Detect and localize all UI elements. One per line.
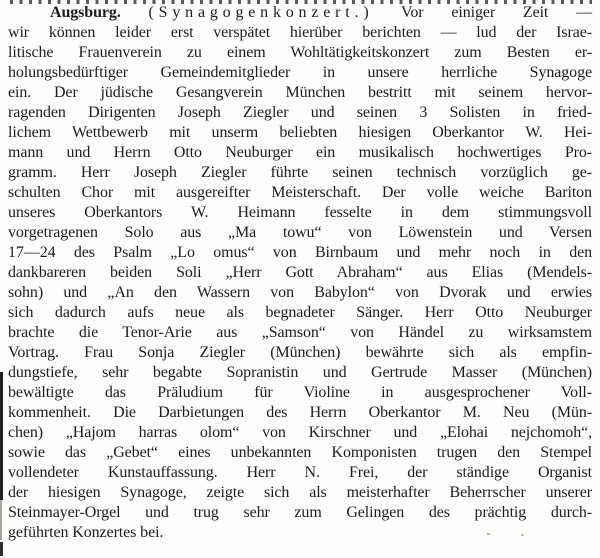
article-line: Vortrag. Frau Sonja Ziegler (München) bewährte sich als empfin-: [8, 344, 592, 361]
article-line: gramm. Herr Joseph Ziegler führte seinen technisch vorzüglich ge-: [8, 164, 592, 181]
article-line: brachte die Tenor-Arie aus „Samson“ von Händel zu wirksamstem: [8, 324, 592, 341]
article-line: [8, 3, 592, 23]
article-line: litische Frauenverein zu einem Wohltätigkeitskonzert zum Besten er-: [8, 44, 592, 61]
article: [8, 3, 592, 543]
article-line: sohn) und „An den Wassern von Babylon“ von Dvorak und erwies: [8, 284, 592, 301]
column-rule-artifact: [0, 500, 2, 540]
column-rule-artifact: [0, 372, 3, 500]
article-line: mann und Herrn Otto Neuburger ein musikalisch hochwertiges Pro-: [8, 144, 592, 161]
article-line: kommenheit. Die Darbietungen des Herrn Oberkantor M. Neu (Mün-: [8, 404, 592, 421]
article-line: dankbareren beiden Soli „Herr Gott Abraham“ aus Elias (Mendels-: [8, 264, 592, 281]
article-line: sowie das „Gebet“ eines unbekannten Komponisten trugen den Stempel: [8, 444, 592, 461]
article-line: sich dadurch aufs neue als begnadeter Sänger. Herr Otto Neuburger: [8, 304, 592, 321]
article-line: wir können leider erst verspätet hierüber berichten — lud der Israe-: [8, 24, 592, 41]
article-line: ein. Der jüdische Gesangverein München bestritt mit seinem hervor-: [8, 84, 592, 101]
article-body: [8, 23, 592, 543]
article-line: der hiesigen Synagoge, zeigte sich als meisterhafter Beherrscher unserer: [8, 484, 592, 501]
article-line: Steinmayer-Orgel und trug sehr zum Gelingen des prächtig durch-: [8, 504, 592, 521]
article-line: holungsbedürftiger Gemeindemitglieder in unsere herrliche Synagoge: [8, 64, 592, 81]
article-line: 17—24 des Psalm „Lo omus“ von Birnbaum und mehr noch in den: [8, 244, 592, 261]
article-line: bewältigte das Präludium für Violine in ausgesprochener Voll-: [8, 384, 592, 401]
article-line: ragenden Dirigenten Joseph Ziegler und seinen 3 Solisten in fried-: [8, 104, 592, 121]
article-line: geführten Konzertes bei.: [8, 524, 164, 541]
article-line: dungstiefe, sehr begabte Sopranistin und Gertrude Masser (München): [8, 364, 592, 381]
article-line: unseres Oberkantors W. Heimann fesselte in dem stimmungsvoll: [8, 204, 592, 221]
article-subject: (Synagogenkonzert.): [148, 4, 374, 21]
article-first-line-text: Vor einiger Zeit —: [401, 4, 592, 21]
article-line: schulten Chor mit ausgereifter Meisterschaft. Der volle weiche Bariton: [8, 184, 592, 201]
article-line: vollendeter Kunstauffassung. Herr N. Frei, der ständige Organist: [8, 464, 592, 481]
article-line: chen) „Hajom harras olom“ von Kirschner und „Elohai nejchomoh“,: [8, 424, 592, 441]
article-line: vorgetragenen Solo aus „Ma towu“ von Löwenstein und Versen: [8, 224, 592, 241]
column-rule-artifact: [0, 542, 3, 556]
article-line: lichem Wettbewerb mit unserm beliebten hiesigen Oberkantor W. Hei-: [8, 124, 592, 141]
article-dateline: Augsburg.: [50, 4, 121, 21]
